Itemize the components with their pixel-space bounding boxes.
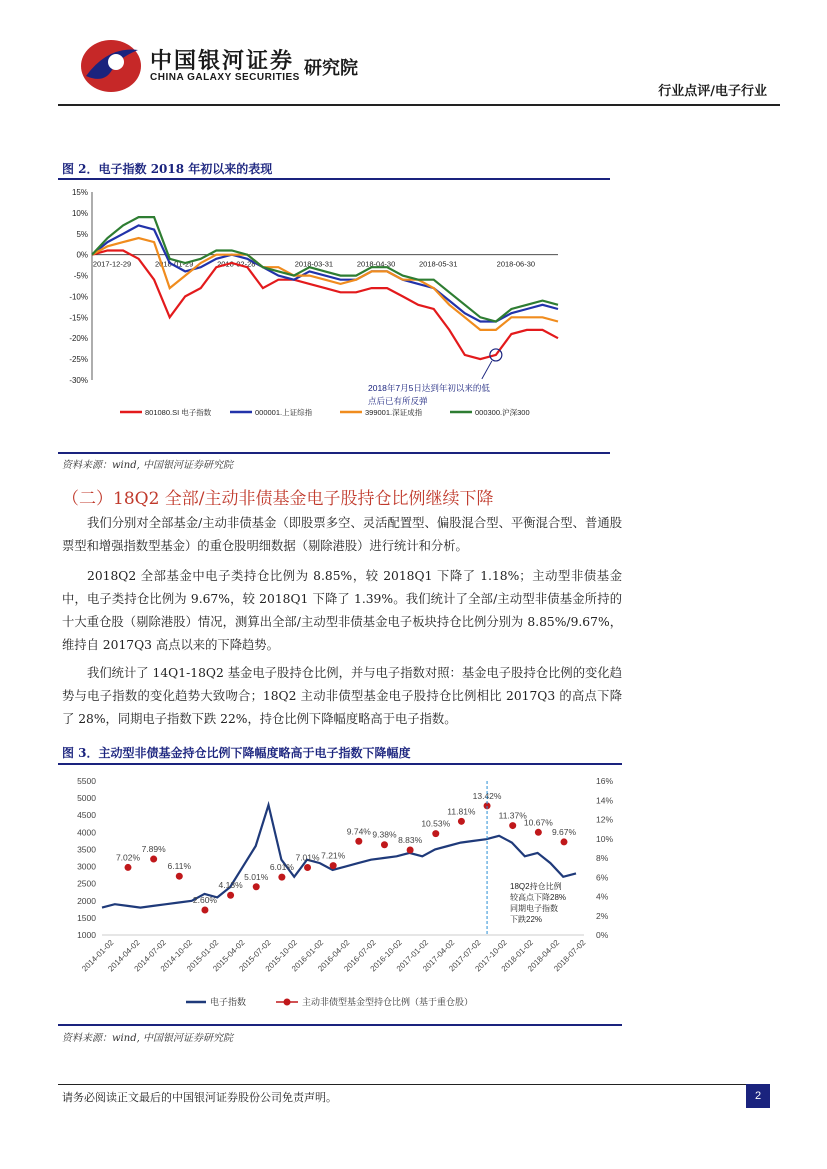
- x-tick-label: 2018-03-31: [294, 259, 334, 269]
- logo: [78, 36, 144, 96]
- figure2-source: 资料来源：wind, 中国银河证券研究院: [62, 460, 233, 471]
- right-tick-label: 0%: [596, 930, 609, 940]
- figure3-source: 资料来源：wind, 中国银河证券研究院: [62, 1033, 233, 1044]
- x-tick-label: 2015-07-02: [237, 938, 273, 974]
- y-tick-label: -5%: [73, 271, 88, 281]
- holding-point: [253, 883, 260, 890]
- note-text: 同期电子指数: [510, 904, 558, 913]
- holding-point: [509, 822, 516, 829]
- holding-label: 5.01%: [244, 871, 269, 882]
- holding-label: 13.42%: [472, 790, 502, 801]
- y-tick-label: 5%: [76, 229, 88, 239]
- x-tick-label: 2018-01-29: [154, 259, 194, 269]
- logo-english-name: CHINA GALAXY SECURITIES: [150, 72, 300, 83]
- page-number: 2: [746, 1084, 770, 1108]
- x-tick-label: 2015-04-02: [211, 938, 247, 974]
- holding-label: 9.67%: [551, 826, 577, 837]
- holding-label: 11.37%: [498, 810, 527, 821]
- holding-point: [407, 847, 414, 854]
- paragraph-3: 我们统计了 14Q1-18Q2 基金电子股持仓比例，并与电子指数对照：基金电子股持仓比例的变化趋势与电子指数的变化趋势大致吻合；18Q2 主动非债型基金电子股持仓比例相比 2017Q3 的高点下降了 28%，同期电子指数下跌 22%，持仓比例下降幅度略高于电子指数。: [62, 666, 622, 726]
- holding-point: [227, 892, 234, 899]
- left-tick-label: 2000: [77, 895, 96, 906]
- annotation-text: 2018年7月5日达到年初以来的低: [368, 383, 490, 393]
- annotation-text: 点后已有所反弹: [368, 396, 428, 406]
- y-tick-label: 10%: [71, 208, 88, 218]
- holding-label: 4.13%: [218, 880, 243, 891]
- y-tick-label: -20%: [69, 334, 88, 344]
- figure2-title: 图 2．电子指数 2018 年初以来的表现: [62, 162, 273, 176]
- legend-marker-holding: [284, 999, 291, 1006]
- x-tick-label: 2014-07-02: [132, 938, 168, 974]
- holding-point: [381, 841, 388, 848]
- x-tick-label: 2017-10-02: [473, 938, 509, 974]
- holding-point: [535, 829, 542, 836]
- holding-label: 7.02%: [115, 852, 141, 863]
- x-tick-label: 2018-04-02: [525, 938, 562, 974]
- holding-label: 6.11%: [167, 861, 192, 872]
- x-tick-label: 2018-05-31: [419, 259, 458, 269]
- holding-point: [355, 838, 362, 845]
- left-tick-label: 5500: [77, 776, 96, 786]
- x-tick-label: 2015-01-02: [185, 938, 221, 974]
- holding-point: [278, 874, 285, 881]
- right-tick-label: 2%: [596, 910, 609, 921]
- report-category: 行业点评/电子行业: [658, 84, 767, 99]
- left-tick-label: 1000: [77, 930, 96, 940]
- y-tick-label: -30%: [69, 376, 88, 385]
- holding-label: 7.21%: [321, 850, 346, 861]
- paragraph-2: 2018Q2 全部基金中电子类持仓比例为 8.85%，较 2018Q1 下降了 1.18%；主动型非债基金中，电子类持仓比例为 9.67%，较 2018Q1 下降了 1.39%。我们统计了全部/主动型非债基金所持的十大重仓股（剔除港股）情况，测算出全部/主动型非债基金电子板块持仓比例分别为 8.85%/9.67%，维持自 2017Q3 高点以来的下降趋势。: [62, 569, 622, 652]
- x-tick-label: 2017-04-02: [421, 938, 457, 974]
- x-tick-label: 2016-07-02: [342, 938, 378, 974]
- x-tick-label: 2014-04-02: [106, 938, 142, 974]
- legend-label: 801080.SI 电子指数: [145, 408, 212, 417]
- section-title: （二）18Q2 全部/主动非债基金电子股持仓比例继续下降: [62, 489, 494, 509]
- left-tick-label: 5000: [77, 793, 96, 804]
- left-tick-label: 2500: [77, 878, 96, 889]
- x-tick-label: 2018-07-02: [552, 938, 588, 974]
- figure3-chart: [58, 767, 622, 1023]
- footer-disclaimer: 请务必阅读正文最后的中国银河证券股份公司免责声明。: [62, 1091, 337, 1104]
- right-tick-label: 14%: [596, 795, 614, 806]
- right-tick-label: 16%: [596, 776, 614, 786]
- footer-divider: [58, 1084, 770, 1085]
- y-tick-label: -10%: [69, 292, 88, 302]
- holding-label: 9.38%: [372, 829, 397, 840]
- x-tick-label: 2016-04-02: [316, 938, 352, 974]
- holding-label: 9.74%: [346, 826, 371, 837]
- holding-label: 6.01%: [269, 862, 294, 873]
- header-divider: [58, 104, 780, 106]
- x-tick-label: 2014-01-02: [80, 938, 116, 974]
- y-tick-label: -25%: [69, 355, 88, 365]
- x-tick-label: 2016-01-02: [289, 938, 326, 974]
- holding-point: [150, 856, 157, 863]
- x-tick-label: 2018-01-02: [499, 938, 535, 974]
- left-tick-label: 3500: [77, 844, 96, 855]
- y-tick-label: 0%: [76, 250, 88, 260]
- figure2-bottom-rule: [58, 452, 610, 454]
- holding-label: 10.53%: [421, 818, 451, 829]
- note-text: 较高点下降28%: [510, 893, 567, 902]
- series-line-2: [92, 238, 558, 330]
- holding-point: [176, 873, 183, 880]
- left-tick-label: 4500: [77, 810, 96, 821]
- right-tick-label: 8%: [596, 853, 609, 863]
- figure3-bottom-rule: [58, 1024, 622, 1026]
- x-tick-label: 2015-10-02: [263, 938, 299, 974]
- x-tick-label: 2017-01-02: [394, 938, 431, 974]
- note-text: 18Q2持仓比例: [510, 882, 562, 891]
- figure3-top-rule: [58, 763, 622, 765]
- annotation-arrow: [482, 361, 492, 379]
- legend-label: 399001.深证成指: [365, 408, 423, 417]
- logo-chinese-name: 中国银河证券: [150, 49, 295, 74]
- left-tick-label: 4000: [77, 827, 96, 838]
- note-text: 下跌22%: [510, 915, 543, 924]
- galaxy-logo-icon: [78, 36, 144, 96]
- holding-point: [201, 906, 208, 913]
- x-tick-label: 2018-06-30: [496, 259, 536, 269]
- right-tick-label: 12%: [596, 814, 614, 825]
- holding-point: [125, 864, 132, 871]
- legend-label-holding: 主动非债型基金型持仓比例（基于重仓股）: [302, 997, 474, 1007]
- holding-point: [304, 864, 311, 871]
- holding-label: 10.67%: [523, 817, 553, 828]
- holding-label: 2.60%: [192, 894, 217, 905]
- y-tick-label: 15%: [71, 188, 88, 197]
- holding-label: 7.89%: [141, 844, 166, 855]
- holding-point: [330, 862, 337, 869]
- x-tick-label: 2018-04-30: [356, 259, 396, 269]
- holding-label: 8.83%: [398, 835, 423, 846]
- legend-label: 000300.沪深300: [475, 408, 530, 417]
- right-tick-label: 4%: [596, 891, 609, 902]
- figure3-title: 图 3．主动型非债基金持仓比例下降幅度略高于电子指数下降幅度: [62, 746, 411, 760]
- legend-label: 000001.上证综指: [255, 408, 313, 417]
- x-tick-label: 2016-10-02: [368, 938, 404, 974]
- y-tick-label: -15%: [69, 313, 88, 323]
- left-tick-label: 3000: [77, 861, 96, 872]
- left-tick-label: 1500: [77, 912, 96, 923]
- holding-point: [458, 818, 465, 825]
- x-tick-label: 2018-02-28: [217, 259, 256, 269]
- series-line-3: [92, 217, 558, 321]
- holding-point: [561, 838, 568, 845]
- right-tick-label: 10%: [596, 833, 614, 844]
- holding-point: [432, 830, 439, 837]
- holding-label: 7.01%: [295, 852, 320, 863]
- figure2-chart: [58, 182, 610, 452]
- x-tick-label: 2014-10-02: [158, 938, 195, 974]
- legend-label-index: 电子指数: [210, 997, 247, 1007]
- x-tick-label: 2017-07-02: [447, 938, 483, 974]
- x-tick-label: 2017-12-29: [92, 259, 132, 269]
- holding-label: 11.81%: [447, 806, 476, 817]
- paragraph-1: 我们分别对全部基金/主动非债基金（即股票多空、灵活配置型、偏股混合型、平衡混合型、普通股票型和增强指数型基金）的重仓股明细数据（剔除港股）进行统计和分析。: [62, 516, 622, 553]
- figure2-top-rule: [58, 178, 610, 180]
- right-tick-label: 6%: [596, 872, 609, 883]
- logo-institute: 研究院: [304, 58, 358, 79]
